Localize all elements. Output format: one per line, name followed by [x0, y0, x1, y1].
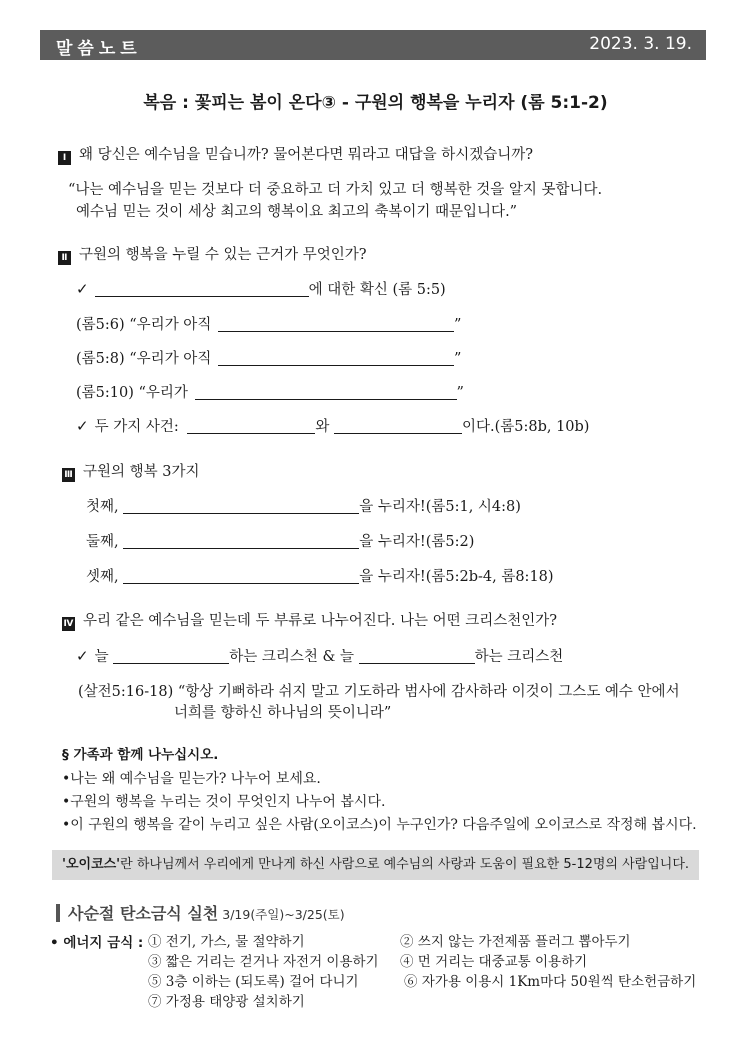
oikos-term: '오이코스' [61, 857, 121, 872]
energy-label: • 에너지 금식 : [50, 935, 144, 951]
section-2-question-text: 구원의 행복을 누릴 수 있는 근거가 무엇인가? [79, 247, 367, 263]
section-4-line [76, 645, 563, 666]
answer-blank[interactable] [218, 316, 454, 332]
section-4-part-1: 늘 [94, 649, 109, 665]
section-2-line-3-prefix: (롬5:8) “우리가 아직 [76, 351, 212, 367]
energy-item: ④ 먼 거리는 대중교통 이용하기 [400, 954, 588, 970]
section-4-part-3: 하는 크리스천 [474, 649, 564, 665]
energy-item: ② 쓰지 않는 가전제품 플러그 뽑아두기 [400, 934, 631, 950]
answer-blank[interactable] [123, 498, 359, 514]
roman-numeral-3: Ⅲ [62, 468, 75, 482]
energy-item: ③ 짧은 거리는 걷거나 자전거 이용하기 [148, 954, 379, 970]
energy-item: ① 전기, 가스, 물 절약하기 [148, 934, 305, 950]
check-icon: ✓ [76, 417, 89, 435]
header-date: 2023. 3. 19. [589, 34, 692, 54]
section-4-verse-line-1: (살전5:16-18) “항상 기뻐하라 쉬지 말고 기도하라 범사에 감사하라 이것이 그스도 예수 안에서 [78, 684, 680, 700]
section-3-item-suffix: 을 누리자!(롬5:2) [359, 534, 475, 550]
section-4-verse-line-2: 너희를 향하신 하나님의 뜻이니라” [174, 705, 392, 721]
section-3-item-label: 첫째, [86, 499, 119, 515]
energy-item: ⑥ 자가용 이용시 1Km마다 50원씩 탄소헌금하기 [404, 974, 697, 990]
section-3-item-label: 셋째, [86, 569, 119, 585]
section-1-quote-line-2: 예수님 믿는 것이 세상 최고의 행복이요 최고의 축복이기 때문입니다.” [76, 204, 518, 220]
answer-blank[interactable] [95, 281, 309, 297]
section-1-quote-line-1: “나는 예수님을 믿는 것보다 더 중요하고 더 가치 있고 더 행복한 것을 알지 못합니다. [68, 182, 603, 198]
section-2-line-5-mid: 와 [315, 419, 330, 435]
section-2-line-4-prefix: (롬5:10) “우리가 [76, 385, 188, 401]
answer-blank[interactable] [218, 350, 454, 366]
roman-numeral-1: Ⅰ [58, 151, 71, 165]
family-item: •나는 왜 예수님을 믿는가? 나누어 보세요. [62, 771, 321, 787]
energy-item: ⑦ 가정용 태양광 설치하기 [148, 994, 305, 1010]
section-bar [56, 904, 60, 922]
check-icon: ✓ [76, 647, 89, 665]
section-4-part-2: 하는 크리스천 & 늘 [229, 649, 354, 665]
section-2-line-4 [76, 381, 464, 402]
section-2-line-5 [76, 415, 589, 436]
oikos-text: 란 하나님께서 우리에게 만나게 하신 사람으로 예수님의 사랑과 도움이 필요한 5-12명의 사람입니다. [120, 857, 690, 872]
section-1-question-text: 왜 당신은 예수님을 믿습니까? 물어본다면 뭐라고 대답을 하시겠습니까? [79, 147, 534, 163]
section-2-line-3 [76, 347, 461, 368]
section-3-item [86, 530, 474, 551]
section-2-question [58, 243, 367, 265]
oikos-note [52, 850, 699, 880]
section-3-item [86, 495, 521, 516]
energy-item: ⑤ 3층 이하는 (되도록) 걸어 다니기 [148, 974, 359, 990]
section-3-item-label: 둘째, [86, 534, 119, 550]
answer-blank[interactable] [113, 648, 229, 664]
header-bar [40, 30, 706, 60]
section-3-item-suffix: 을 누리자!(롬5:1, 시4:8) [359, 499, 521, 515]
close-quote: ” [456, 385, 464, 401]
lent-period: 3/19(주일)~3/25(토) [222, 907, 345, 922]
section-2-line-1-suffix: 에 대한 확신 (롬 5:5) [308, 282, 446, 298]
close-quote: ” [453, 317, 462, 333]
header-title: 말씀노트 [56, 39, 142, 59]
section-3-item [86, 565, 554, 586]
section-2-line-5-suffix: 이다.(롬5:8b, 10b) [461, 419, 590, 435]
roman-numeral-2: Ⅱ [58, 251, 71, 265]
lent-title [56, 901, 345, 924]
answer-blank[interactable] [187, 418, 315, 434]
section-2-line-5-prefix: 두 가지 사건: [94, 419, 179, 435]
answer-blank[interactable] [334, 418, 462, 434]
roman-numeral-4: Ⅳ [63, 619, 74, 629]
answer-blank[interactable] [195, 384, 457, 400]
answer-blank[interactable] [123, 568, 359, 584]
section-4-question-text: 우리 같은 예수님을 믿는데 두 부류로 나누어진다. 나는 어떤 크리스천인가? [83, 613, 558, 629]
section-3-title [62, 460, 200, 482]
close-quote: ” [453, 351, 462, 367]
family-title: § 가족과 함께 나누십시오. [62, 747, 219, 763]
check-icon: ✓ [76, 280, 89, 298]
family-item: •이 구원의 행복을 같이 누리고 싶은 사람(오이코스)이 누구인가? 다음주일에 오이코스로 작정해 봅시다. [62, 817, 697, 833]
section-1-question [58, 143, 533, 165]
section-3-title-text: 구원의 행복 3가지 [83, 464, 200, 480]
family-item: •구원의 행복을 누리는 것이 무엇인지 나누어 봅시다. [62, 794, 386, 810]
lent-title-text: 사순절 탄소금식 실천 [68, 904, 219, 923]
sermon-title: 복음 : 꽃피는 봄이 온다③ - 구원의 행복을 누리자 (롬 5:1-2) [143, 93, 608, 113]
section-2-line-2 [76, 313, 461, 334]
section-4-question [62, 609, 557, 631]
answer-blank[interactable] [123, 533, 359, 549]
section-2-line-2-prefix: (롬5:6) “우리가 아직 [76, 317, 212, 333]
section-3-item-suffix: 을 누리자!(롬5:2b-4, 롬8:18) [359, 569, 554, 585]
section-2-line-1 [76, 278, 446, 299]
answer-blank[interactable] [359, 648, 475, 664]
